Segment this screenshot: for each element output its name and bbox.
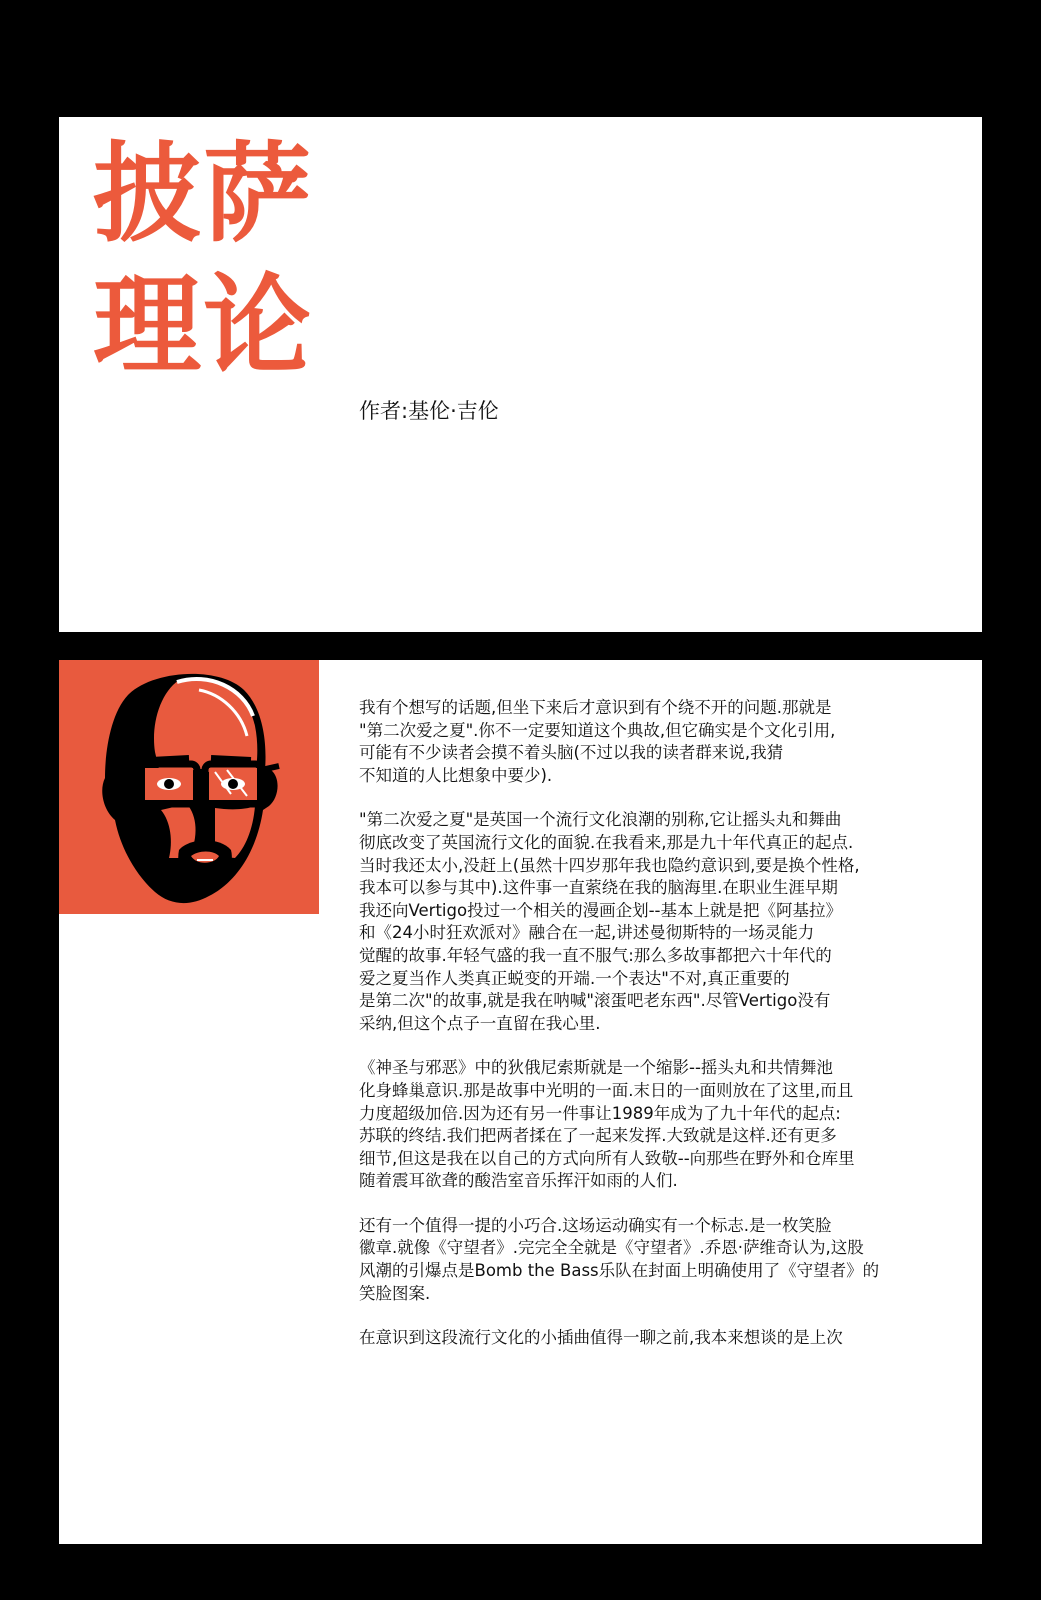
page-title-line-1: 披萨 — [93, 132, 314, 257]
article-paragraph: 还有一个值得一提的小巧合.这场运动确实有一个标志.是一枚笑脸 徽章.就像《守望者》.完完全全就是《守望者》.乔恩·萨维奇认为,这股 风潮的引爆点是Bomb the Bass乐队在封面上明确使用了《守望者》的 笑脸图案. — [359, 1215, 880, 1303]
article-paragraph: "第二次爱之夏"是英国一个流行文化浪潮的别称,它让摇头丸和舞曲 彻底改变了英国流行文化的面貌.在我看来,那是九十年代真正的起点. 当时我还太小,没赶上(虽然十四岁那年我也隐约意识到,要是换个性格, 我本可以参与其中).这件事一直萦绕在我的脑海里.在职业生涯早期 我还向Vertigo投过一个相关的漫画企划--基本上就是把《阿基拉》 和《24小时狂欢派对》融合在一起,讲述曼彻斯特的一场灵能力 觉醒的故事.年轻气盛的我一直不服气:那么多故事都把六十年代的 爱之夏当作人类真正蜕变的开端.一个表达"不对,真正重要的 是第二次"的故事,就是我在呐喊"滚蛋吧老东西".尽管Vertigo没有 采纳,但这个点子一直留在我心里. — [359, 810, 860, 1033]
title-panel — [59, 117, 982, 632]
page-title-line-2: 理论 — [93, 264, 314, 389]
top-gutter — [316, 0, 322, 117]
author-portrait-icon — [59, 660, 319, 914]
middle-gutter — [316, 632, 322, 660]
author-byline: 作者:基伦·吉伦 — [359, 399, 499, 423]
article-body — [359, 697, 929, 1372]
article-paragraph: 在意识到这段流行文化的小插曲值得一聊之前,我本来想谈的是上次 — [359, 1328, 843, 1348]
article-paragraph: 我有个想写的话题,但坐下来后才意识到有个绕不开的问题.那就是 "第二次爱之夏".你不一定要知道这个典故,但它确实是个文化引用, 可能有不少读者会摸不着头脑(不过以我的读者群来说,我猜 不知道的人比想象中要少). — [359, 698, 836, 785]
author-portrait-svg — [59, 660, 319, 914]
article-paragraph: 《神圣与邪恶》中的狄俄尼索斯就是一个缩影--摇头丸和共情舞池 化身蜂巢意识.那是故事中光明的一面.末日的一面则放在了这里,而且 力度超级加倍.因为还有另一件事让1989年成为了九十年代的起点: 苏联的终结.我们把两者揉在了一起来发挥.大致就是这样.还有更多 细节,但这是我在以自己的方式向所有人致敬--向那些在野外和仓库里 随着震耳欲聋的酸浩室音乐挥汗如雨的人们. — [359, 1058, 855, 1191]
